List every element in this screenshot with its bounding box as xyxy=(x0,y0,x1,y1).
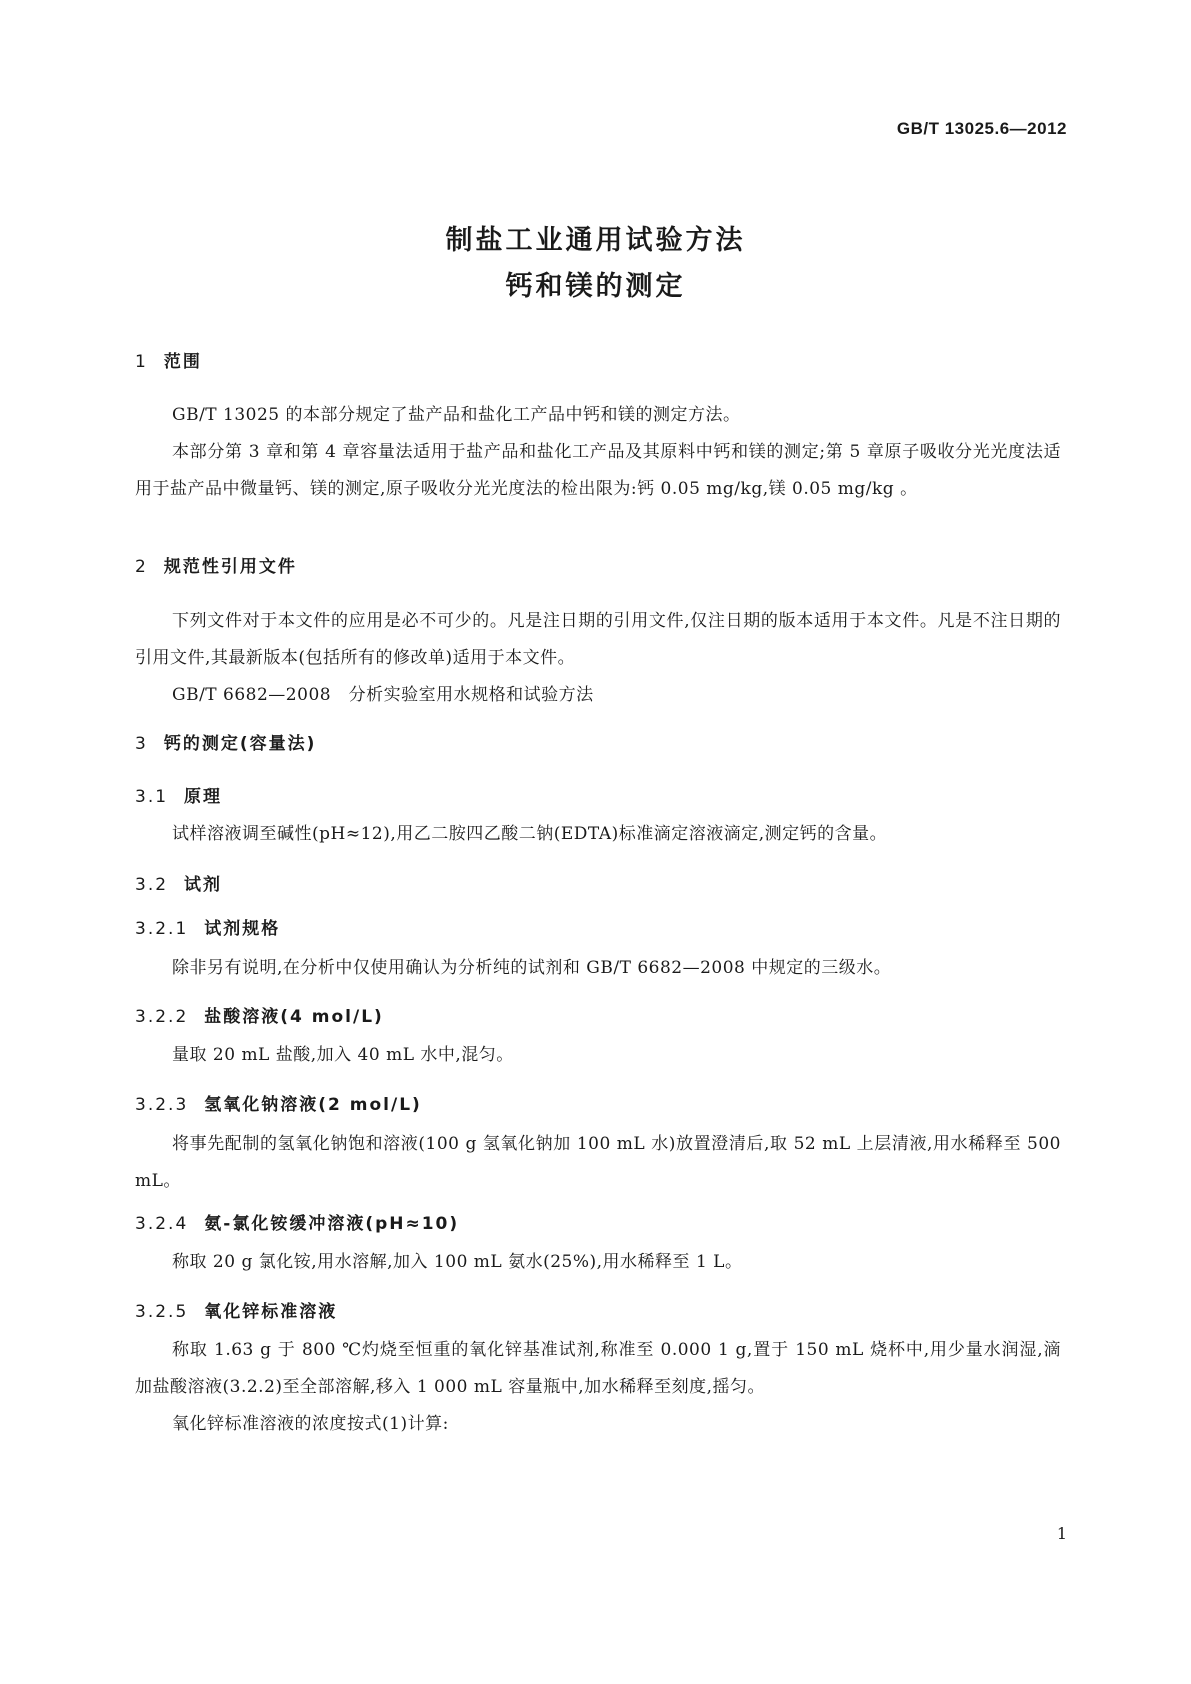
paragraph: 称取 1.63 g 于 800 ℃灼烧至恒重的氧化锌基准试剂,称准至 0.000 1 g,置于 150 mL 烧杯中,用少量水润湿,滴加盐酸溶液(3.2.2)至全部溶解,移入 1 000 mL 容量瓶中,加水稀释至刻度,摇匀。 xyxy=(135,1340,1061,1397)
section-number: 3 xyxy=(135,734,148,754)
section-3-2-heading xyxy=(135,870,1061,895)
section-title: 盐酸溶液(4 mol/L) xyxy=(204,1007,384,1027)
section-title: 氧化锌标准溶液 xyxy=(204,1302,338,1322)
section-3-2-4-heading xyxy=(135,1209,1061,1234)
section-number: 2 xyxy=(135,557,148,577)
page-number: 1 xyxy=(1056,1524,1067,1543)
section-3-2-1-heading xyxy=(135,914,1061,939)
paragraph: 本部分第 3 章和第 4 章容量法适用于盐产品和盐化工产品及其原料中钙和镁的测定;第 5 章原子吸收分光光度法适用于盐产品中微量钙、镁的测定,原子吸收分光光度法的检出限为:钙 0.05 mg/kg,镁 0.05 mg/kg 。 xyxy=(135,442,1061,499)
section-number: 3.2.3 xyxy=(135,1095,189,1115)
section-title: 试剂规格 xyxy=(204,919,281,939)
section-3-1-body xyxy=(135,816,1061,853)
paragraph: 量取 20 mL 盐酸,加入 40 mL 水中,混匀。 xyxy=(172,1045,514,1065)
paragraph: GB/T 13025 的本部分规定了盐产品和盐化工产品中钙和镁的测定方法。 xyxy=(172,405,741,425)
section-title: 氢氧化钠溶液(2 mol/L) xyxy=(204,1095,422,1115)
section-3-2-5-heading xyxy=(135,1297,1061,1322)
section-title: 钙的测定(容量法) xyxy=(163,734,317,754)
paragraph: 试样溶液调至碱性(pH≈12),用乙二胺四乙酸二钠(EDTA)标准滴定溶液滴定,测定钙的含量。 xyxy=(172,824,888,844)
section-number: 3.2 xyxy=(135,875,169,895)
paragraph: 将事先配制的氢氧化钠饱和溶液(100 g 氢氧化钠加 100 mL 水)放置澄清后,取 52 mL 上层清液,用水稀释至 500 mL。 xyxy=(135,1134,1061,1191)
section-3-2-3-body xyxy=(135,1126,1061,1200)
title-line-1: 制盐工业通用试验方法 xyxy=(445,225,746,256)
section-title: 试剂 xyxy=(184,875,223,895)
document-title xyxy=(0,218,1191,310)
paragraph: 除非另有说明,在分析中仅使用确认为分析纯的试剂和 GB/T 6682—2008 中规定的三级水。 xyxy=(172,958,892,978)
section-title: 范围 xyxy=(163,352,202,372)
section-1-body xyxy=(135,397,1061,508)
section-3-2-4-body xyxy=(135,1244,1061,1281)
section-3-2-5-body xyxy=(135,1332,1061,1443)
title-line-2: 钙和镁的测定 xyxy=(505,271,686,302)
section-title: 原理 xyxy=(184,787,223,807)
section-3-1-heading xyxy=(135,782,1061,807)
section-3-2-2-heading xyxy=(135,1002,1061,1027)
section-title: 规范性引用文件 xyxy=(163,557,297,577)
section-3-2-3-heading xyxy=(135,1090,1061,1115)
section-3-heading xyxy=(135,729,1061,754)
section-number: 3.1 xyxy=(135,787,169,807)
section-1-heading xyxy=(135,347,1061,372)
section-number: 3.2.1 xyxy=(135,919,189,939)
paragraph: 称取 20 g 氯化铵,用水溶解,加入 100 mL 氨水(25%),用水稀释至 1 L。 xyxy=(172,1252,743,1272)
reference-entry: GB/T 6682—2008 分析实验室用水规格和试验方法 xyxy=(172,685,594,705)
section-number: 1 xyxy=(135,352,148,372)
section-number: 3.2.4 xyxy=(135,1214,189,1234)
section-title: 氨-氯化铵缓冲溶液(pH≈10) xyxy=(204,1214,460,1234)
standard-code: GB/T 13025.6—2012 xyxy=(896,119,1067,138)
section-number: 3.2.2 xyxy=(135,1007,189,1027)
section-number: 3.2.5 xyxy=(135,1302,189,1322)
section-3-2-2-body xyxy=(135,1037,1061,1074)
paragraph: 下列文件对于本文件的应用是必不可少的。凡是注日期的引用文件,仅注日期的版本适用于本文件。凡是不注日期的引用文件,其最新版本(包括所有的修改单)适用于本文件。 xyxy=(135,611,1061,668)
section-3-2-1-body xyxy=(135,950,1061,987)
section-2-body xyxy=(135,603,1061,714)
section-2-heading xyxy=(135,552,1061,577)
paragraph: 氧化锌标准溶液的浓度按式(1)计算: xyxy=(172,1414,449,1434)
